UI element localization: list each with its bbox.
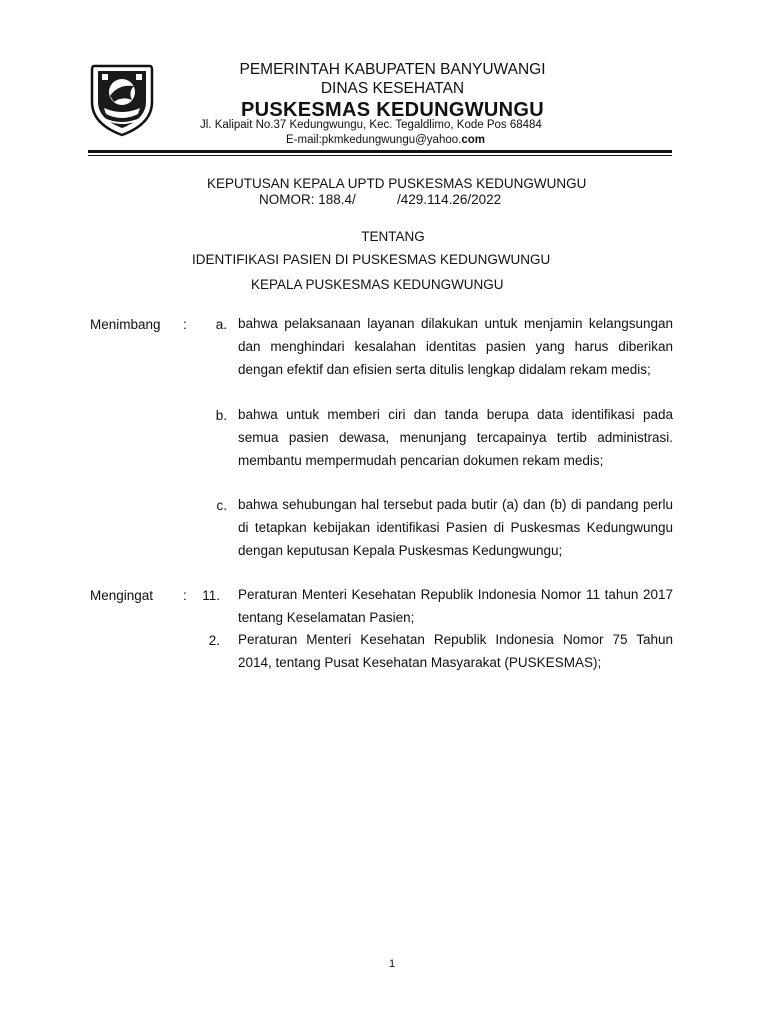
menimbang-label: Menimbang xyxy=(90,317,161,332)
decree-about: TENTANG xyxy=(361,229,425,244)
letterhead-rule-thin xyxy=(88,155,672,156)
menimbang-colon: : xyxy=(183,317,187,332)
letterhead-address: Jl. Kalipait No.37 Kedungwungu, Kec. Tegaldlimo, Kode Pos 68484 xyxy=(200,119,542,131)
mengingat-item-2: Peraturan Menteri Kesehatan Republik Indonesia Nomor 75 Tahun 2014, tentang Pusat Kesehatan Masyarakat (PUSKESMAS); xyxy=(238,632,673,670)
banyuwangi-regency-seal-icon xyxy=(88,62,156,138)
menimbang-item-a: bahwa pelaksanaan layanan dilakukan untuk menjamin kelangsungan dan menghindari kesalahan identitas pasien yang harus diberikan dengan efektif dan efisien serta ditulis lengkap didalam rekam medis; xyxy=(238,316,673,377)
menimbang-marker-b: b. xyxy=(215,408,227,423)
menimbang-marker-c: c. xyxy=(216,498,227,513)
page-number: 1 xyxy=(388,958,396,970)
decree-subject: IDENTIFIKASI PASIEN DI PUSKESMAS KEDUNGWUNGU xyxy=(192,252,551,267)
letterhead-department: DINAS KESEHATAN xyxy=(320,80,465,97)
menimbang-item-b: bahwa untuk memberi ciri dan tanda berupa data identifikasi pada semua pasien dewasa, menunjang tercapainya tertib administrasi. membantu mempermudah pencarian dokumen rekam medis; xyxy=(238,407,673,468)
mengingat-label: Mengingat xyxy=(90,588,154,603)
decree-title: KEPUTUSAN KEPALA UPTD PUSKESMAS KEDUNGWUNGU xyxy=(207,176,587,191)
mengingat-marker-2: 2. xyxy=(208,633,220,648)
letterhead-government: PEMERINTAH KABUPATEN BANYUWANGI xyxy=(239,61,546,78)
email-prefix: E-mail:pkmkedungwungu@yahoo. xyxy=(286,134,462,146)
mengingat-colon: : xyxy=(183,588,187,603)
letterhead-email xyxy=(286,133,485,147)
letterhead xyxy=(165,60,620,122)
email-suffix: com xyxy=(461,134,485,146)
letterhead-institution: PUSKESMAS KEDUNGWUNGU xyxy=(241,99,544,121)
mengingat-item-1: Peraturan Menteri Kesehatan Republik Indonesia Nomor 11 tahun 2017 tentang Keselamatan Pasien; xyxy=(238,587,673,625)
menimbang-item-c: bahwa sehubungan hal tersebut pada butir (a) dan (b) di pandang perlu di tetapkan kebijakan identifikasi Pasien di Puskesmas Kedungwungu dengan keputusan Kepala Puskesmas Kedungwungu; xyxy=(238,497,673,558)
mengingat-marker-1: 11. xyxy=(202,588,220,603)
letterhead-rule-thick xyxy=(88,150,672,153)
menimbang-marker-a: a. xyxy=(215,317,227,332)
decree-number: NOMOR: 188.4/ /429.114.26/2022 xyxy=(259,192,502,207)
decree-authority: KEPALA PUSKESMAS KEDUNGWUNGU xyxy=(251,277,504,292)
